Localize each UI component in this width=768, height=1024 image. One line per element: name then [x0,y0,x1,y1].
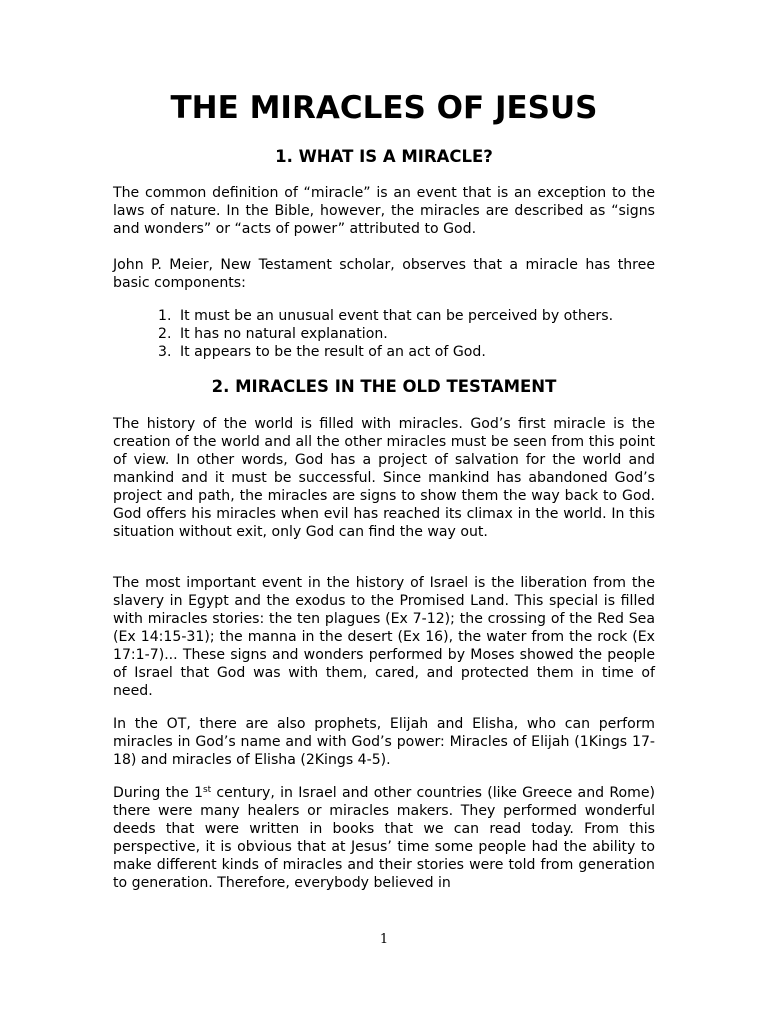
list-item-number: 1. [158,308,172,324]
miracle-components-list [113,307,655,361]
section-2-paragraph-1: The history of the world is filled with miracles. God’s first miracle is the creation of the world and all the other miracles must be seen from this point of view. In other words, God has a project of salvation for the world and mankind and it must be successful. Since mankind has abandoned God’s project and path, the miracles are signs to show them the way back to God. God offers his miracles when evil has reached its climax in the world. In this situation without exit, only God can find the way out. [113,416,655,540]
page-number: 1 [379,932,389,947]
section-2-paragraph-3: In the OT, there are also prophets, Elijah and Elisha, who can perform miracles in God’s name and with God’s power: Miracles of Elijah (1Kings 17-18) and miracles of Elisha (2Kings 4-5). [113,716,655,768]
list-item-text: It appears to be the result of an act of God. [180,344,486,360]
list-item-text: It must be an unusual event that can be perceived by others. [180,308,614,324]
list-item [113,325,655,343]
paragraph-text-start: During the 1 [113,785,203,801]
ordinal-superscript: st [202,785,212,795]
section-2-paragraph-2: The most important event in the history of Israel is the liberation from the slavery in Egypt and the exodus to the Promised Land. This special is filled with miracles stories: the ten plagues (Ex 7-12); the crossing of the Red Sea (Ex 14:15-31); the manna in the desert (Ex 16), the water from the rock (Ex 17:1-7)... These signs and wonders performed by Moses showed the people of Israel that God was with them, cared, and protected them in time of need. [113,575,655,699]
list-item-number: 3. [158,344,172,360]
list-item [113,343,655,361]
document-title: THE MIRACLES OF JESUS [170,90,598,126]
section-1-heading: 1. WHAT IS A MIRACLE? [275,147,493,166]
section-2-paragraph-4 [113,784,655,892]
section-1-paragraph-1: The common definition of “miracle” is an event that is an exception to the laws of nature. In the Bible, however, the miracles are described as “signs and wonders” or “acts of power” attributed to God. [113,185,655,237]
list-item-text: It has no natural explanation. [180,326,388,342]
list-item [113,307,655,325]
list-item-number: 2. [158,326,172,342]
section-1-paragraph-2: John P. Meier, New Testament scholar, observes that a miracle has three basic components: [113,257,655,291]
paragraph-text-rest: century, in Israel and other countries (like Greece and Rome) there were many healers or miracles makers. They performed wonderful deeds that were written in books that we can read today. From this perspective, it is obvious that at Jesus’ time some people had the ability to make different kinds of miracles and their stories were told from generation to generation. Therefore, everybody believed in [113,785,655,891]
section-2-heading: 2. MIRACLES IN THE OLD TESTAMENT [211,377,557,396]
